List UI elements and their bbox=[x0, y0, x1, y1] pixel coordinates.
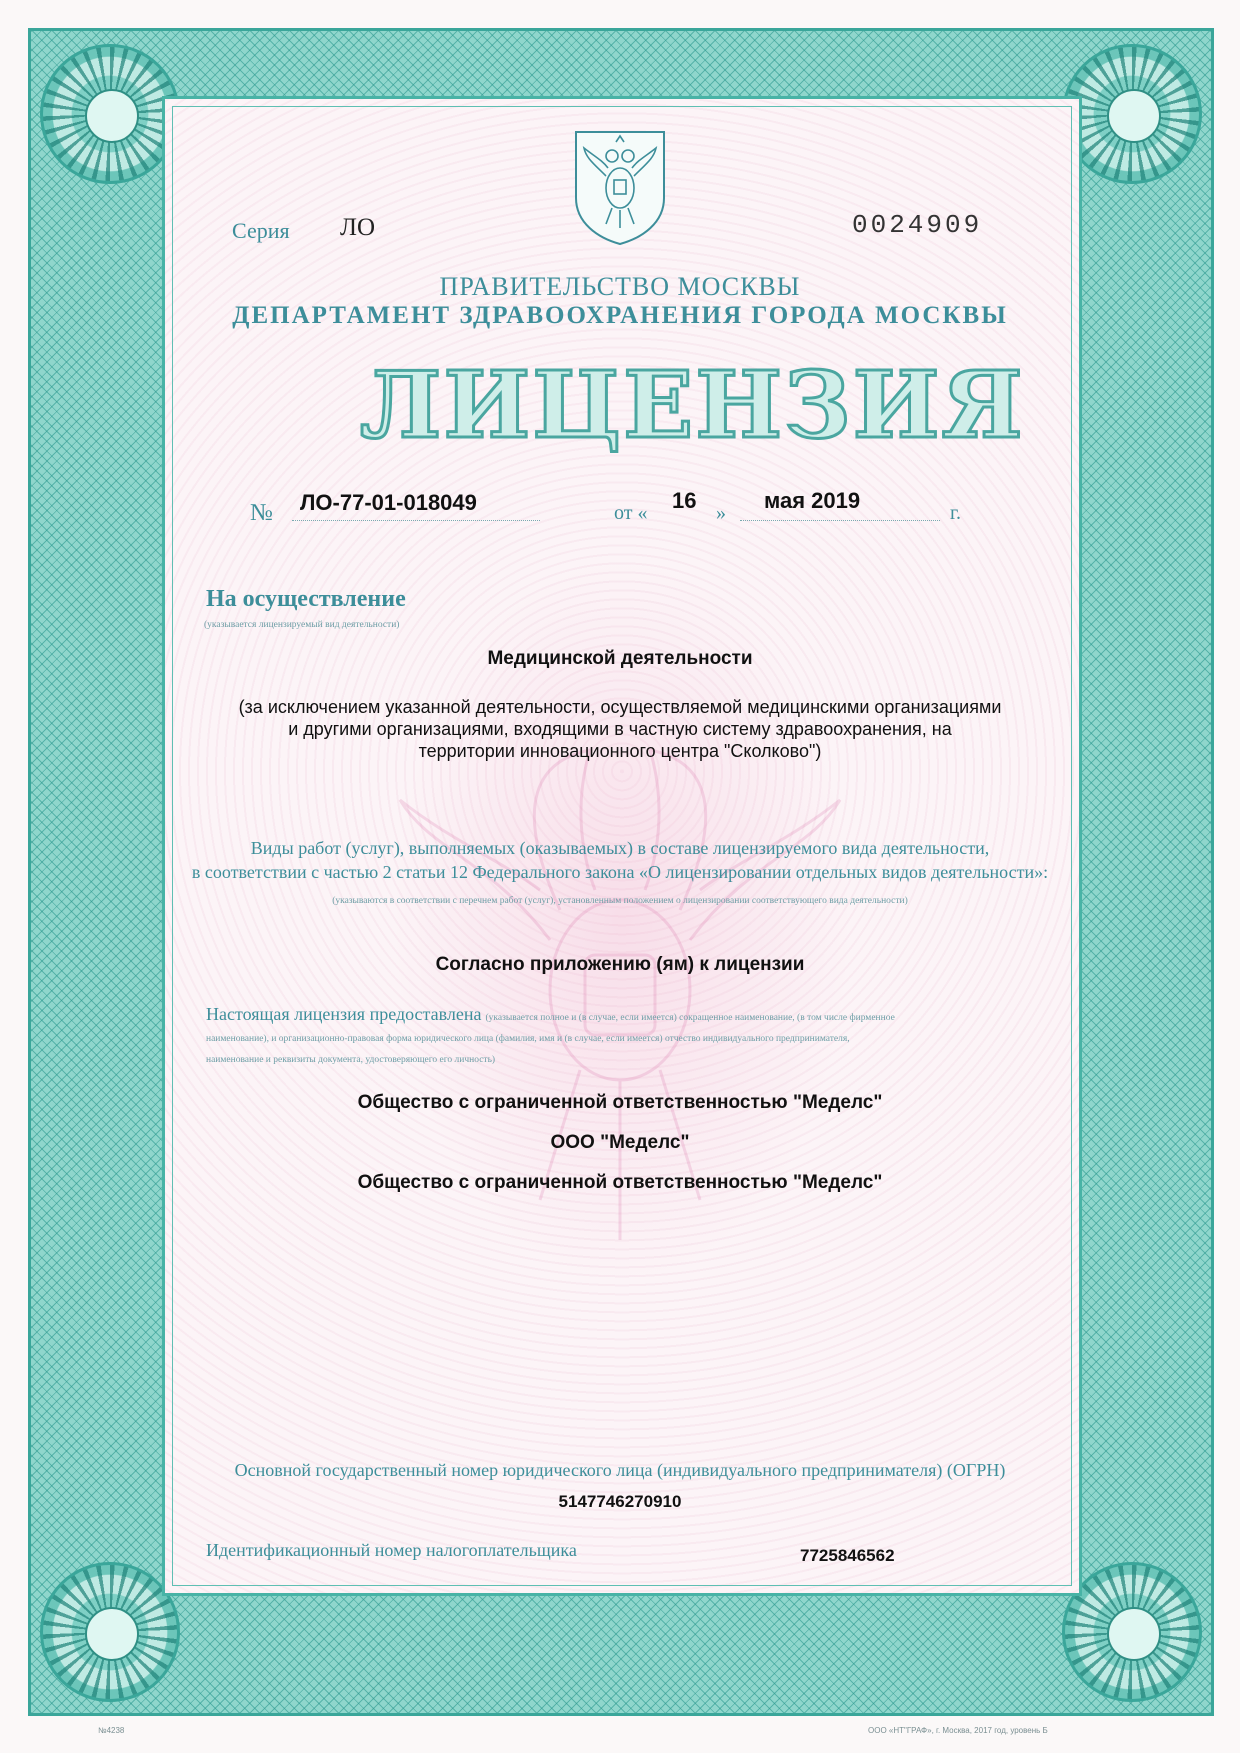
works-value: Согласно приложению (ям) к лицензии bbox=[435, 954, 805, 975]
series-value: ЛО bbox=[340, 214, 376, 241]
rosette-ornament-icon bbox=[1062, 44, 1202, 184]
holder-brand-name: Общество с ограниченной ответственностью "Меделс" bbox=[357, 1172, 883, 1193]
works-label bbox=[170, 836, 1070, 884]
activity-details-line: (за исключением указанной деятельности, осуществляемой медицинскими организациями bbox=[238, 697, 1002, 717]
department-title: ДЕПАРТАМЕНТ ЗДРАВООХРАНЕНИЯ ГОРОДА МОСКВЫ bbox=[232, 302, 1008, 329]
activity-details-line: и другими организациями, входящими в частную систему здравоохранения, на bbox=[288, 719, 952, 739]
coat-of-arms-icon bbox=[572, 128, 668, 246]
number-label: № bbox=[250, 500, 273, 526]
government-title: ПРАВИТЕЛЬСТВО МОСКВЫ bbox=[439, 272, 801, 301]
license-number: ЛО-77-01-018049 bbox=[300, 490, 477, 515]
activity-details-line: территории инновационного центра "Сколково") bbox=[418, 741, 822, 761]
document-title: ЛИЦЕНЗИЯ bbox=[360, 351, 1025, 459]
date-from-label: от « bbox=[614, 502, 648, 524]
holder-note: наименование и реквизиты документа, удостоверяющего его личность) bbox=[206, 1055, 496, 1065]
footer-printer: ООО «НТ"ГРАФ», г. Москва, 2017 год, уровень Б bbox=[868, 1726, 1048, 1735]
ogrn-value: 5147746270910 bbox=[558, 1492, 682, 1511]
holder-label-block bbox=[206, 1004, 1056, 1071]
holder-label: Настоящая лицензия предоставлена bbox=[206, 1004, 482, 1024]
rosette-ornament-icon bbox=[1062, 1562, 1202, 1702]
series-label: Серия bbox=[232, 218, 290, 243]
inn-label: Идентификационный номер налогоплательщика bbox=[206, 1540, 577, 1560]
blank-number: 0024909 bbox=[852, 210, 983, 240]
holder-note: наименование), и организационно-правовая форма юридического лица (фамилия, имя и (в случае, если имеется) отчество индивидуального предпринимателя, bbox=[206, 1034, 850, 1044]
holder-note: (указывается полное и (в случае, если имеется) сокращенное наименование, (в том числе фирменное bbox=[485, 1013, 895, 1023]
activity-label: На осуществление bbox=[206, 586, 406, 612]
license-day: 16 bbox=[672, 488, 697, 513]
footer-form-number: №4238 bbox=[98, 1726, 125, 1735]
license-month-year: мая 2019 bbox=[764, 488, 861, 513]
works-label-line: Виды работ (услуг), выполняемых (оказываемых) в составе лицензируемого вида деятельности, bbox=[250, 838, 990, 858]
activity-name: Медицинской деятельности bbox=[487, 648, 753, 669]
ogrn-label: Основной государственный номер юридического лица (индивидуального предпринимателя) (ОГРН) bbox=[234, 1460, 1006, 1480]
rosette-ornament-icon bbox=[40, 44, 180, 184]
rosette-ornament-icon bbox=[40, 1562, 180, 1702]
activity-details bbox=[170, 696, 1070, 762]
year-suffix: г. bbox=[950, 502, 961, 524]
date-close-quote: » bbox=[716, 502, 726, 524]
holder-full-name: Общество с ограниченной ответственностью "Меделс" bbox=[357, 1092, 883, 1113]
works-note: (указываются в соответствии с перечнем работ (услуг), установленным положением о лицензировании соответствующего вида деятельности) bbox=[332, 896, 908, 906]
works-label-line: в соответствии с частью 2 статьи 12 Федерального закона «О лицензировании отдельных видов деятельности»: bbox=[191, 862, 1049, 882]
date-underline bbox=[740, 520, 940, 521]
holder-short-name: ООО "Меделс" bbox=[550, 1132, 690, 1153]
number-underline bbox=[292, 520, 540, 521]
inn-value: 7725846562 bbox=[800, 1546, 895, 1565]
activity-label-note: (указывается лицензируемый вид деятельности) bbox=[204, 620, 400, 630]
